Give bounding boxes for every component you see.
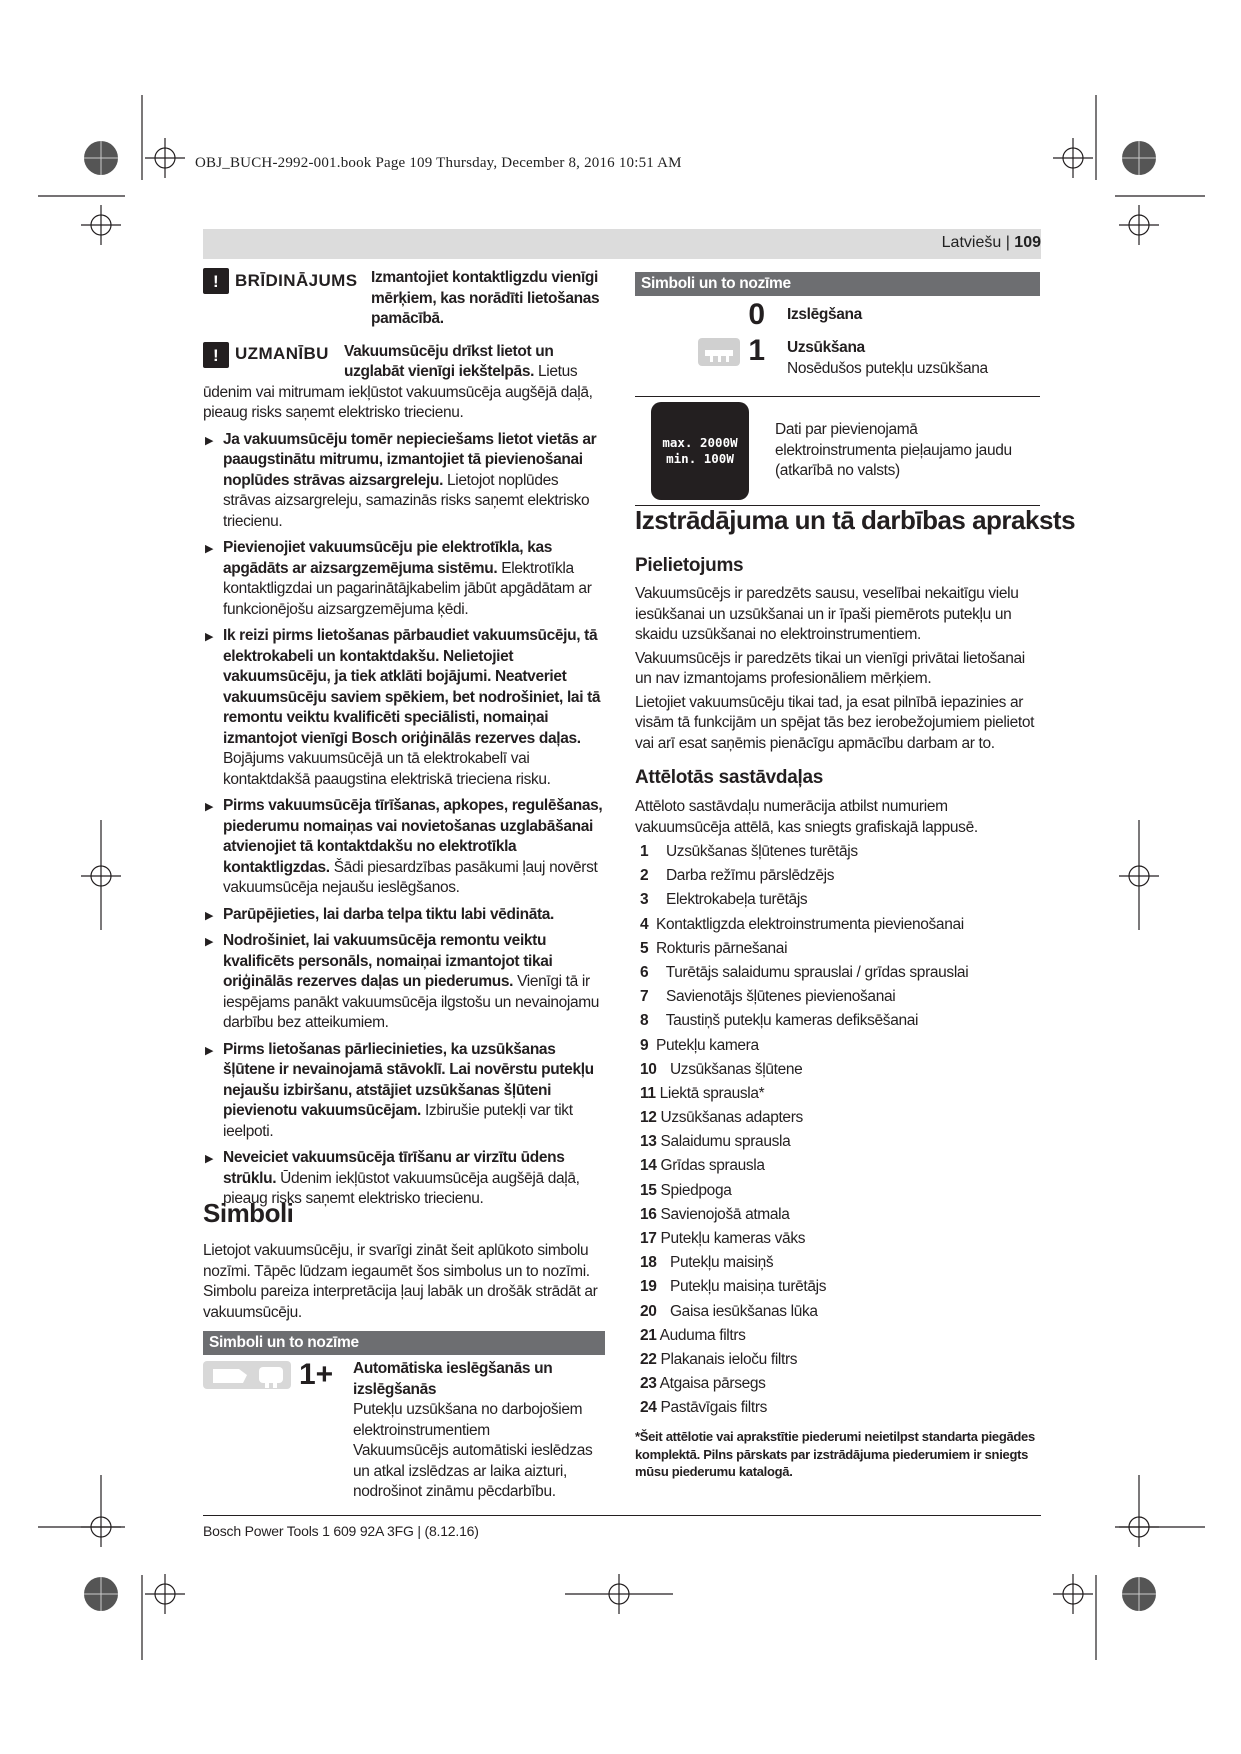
bullet-item: ▶ Nodrošiniet, lai vakuumsūcēja remontu veiktu kvalificēts personāls, nomaiņai izmantojot tikai oriģinālās rezerves daļas un piederumus. Vienīgi tā ir iespējams panākt vakuumsūcēja ilgstošu un nevainojamu darbību bez atteikumiem.	[203, 931, 605, 1034]
safety-bullets	[203, 430, 605, 1210]
auto-description: Automātiska ieslēgšanās un izslēgšanās Putekļu uzsūkšana no darbojošiem elektroinstrumentiem Vakuumsūcējs automātiski ieslēdzas un atkal izslēdzas ar laika aizturi, nodrošinot zināmu pēcdarbību.	[353, 1360, 593, 1500]
right-table-header: Simboli un to nozīme	[635, 272, 1040, 296]
auto-row	[203, 1359, 605, 1503]
list-item: 12 Uzsūkšanas adapters	[640, 1109, 803, 1127]
list-item: 22 Plakanais ieloču filtrs	[640, 1350, 798, 1368]
footnote: *Šeit attēlotie vai aprakstītie piederumi neietilpst standarta piegādes komplektā. Pilns pārskats par izstrādājuma piederumiem ir sniegts mūsu piederumu katalogā.	[635, 1429, 1035, 1479]
bullet-item: ▶ Neveiciet vakuumsūcēja tīrīšanu ar virzītu ūdens strūklu. Ūdenim iekļūstot vakuumsūcēja augšējā daļā, pieaug risks saņemt elektrisko triecienu.	[203, 1148, 605, 1210]
caution-block	[203, 342, 605, 424]
list-item: 2 Darba režīmu pārslēdzējs	[640, 867, 835, 885]
list-item: 3 Elektrokabeļa turētājs	[640, 891, 808, 909]
parts-intro: Attēloto sastāvdaļu numerācija atbilst numuriem vakuumsūcēja attēlā, kas sniegts grafiskajā lappusē.	[635, 798, 978, 836]
list-item: 15 Spiedpoga	[640, 1181, 732, 1199]
list-item: 18 Putekļu maisiņš	[640, 1254, 774, 1272]
list-item: 23 Atgaisa pārsegs	[640, 1375, 766, 1393]
power-rating-icon: max. 2000W min. 100W	[651, 402, 749, 500]
list-item: 6 Turētājs salaidumu sprauslai / grīdas sprauslai	[640, 963, 969, 981]
page-language: Latviešu	[941, 234, 1002, 251]
caution-bold: Vakuumsūcēju drīkst lietot un uzglabāt vienīgi iekštelpās.	[344, 342, 554, 380]
list-item: 10 Uzsūkšanas šļūtene	[640, 1060, 803, 1078]
caution-label: ! UZMANĪBU	[203, 342, 338, 368]
symbol-row-power	[635, 397, 1040, 505]
section-title: Izstrādājuma un tā darbības apraksts	[635, 505, 1076, 535]
list-item: 1 Uzsūkšanas šļūtenes turētājs	[640, 843, 858, 860]
list-item: 4 Kontaktligzda elektroinstrumenta pievienošanai	[640, 915, 964, 933]
list-item: 14 Grīdas sprausla	[640, 1157, 765, 1175]
list-item: 5 Rokturis pārnešanai	[640, 939, 788, 957]
list-item: 11 Liektā sprausla*	[640, 1084, 765, 1102]
bullet-item: ▶ Pirms vakuumsūcēja tīrīšanas, apkopes, regulēšanas, piederumu nomaiņas vai novietošanas uzglabāšanai atvienojiet tā kontaktdakšu no elektrotīkla kontaktligzdas. Šādi piesardzības pasākumi ļauj novērst vakuumsūcēja nejaušu ieslēgšanos.	[203, 796, 605, 899]
bullet-item: ▶ Pievienojiet vakuumsūcēju pie elektrotīkla, kas apgādāts ar aizsargzemējuma sistēmu. Elektrotīkla kontaktligzdai un pagarinātājkabelim jābūt apgādātam ar funkcionējošu aizsargzemējuma ķēdi.	[203, 538, 605, 620]
suction-icon	[698, 336, 740, 366]
footer-rule	[203, 1515, 1041, 1516]
simboli-title: Simboli	[203, 1198, 294, 1228]
warning-icon: !	[203, 268, 229, 294]
list-item: 24 Pastāvīgais filtrs	[640, 1399, 768, 1417]
caution-text: Lietus ūdenim vai mitrumam iekļūstot vakuumsūcēja augšējā daļā, pieaug risks saņemt elektrisko triecienu.	[203, 363, 593, 421]
list-item: 8 Taustiņš putekļu kameras defiksēšanai	[640, 1012, 919, 1030]
left-table-header: Simboli un to nozīme	[203, 1331, 605, 1355]
list-item: 13 Salaidumu sprausla	[640, 1133, 791, 1151]
usage-title: Pielietojums	[635, 555, 744, 576]
print-header: OBJ_BUCH-2992-001.book Page 109 Thursday, December 8, 2016 10:51 AM	[195, 155, 682, 171]
page-number: 109	[1014, 234, 1041, 251]
power-rating-text: Dati par pievienojamā elektroinstrumenta pieļaujamo jaudu (atkarībā no valsts)	[775, 421, 1012, 480]
parts-list	[640, 840, 1040, 1421]
plug-tool-icon	[203, 1359, 293, 1391]
list-item: 20 Gaisa iesūkšanas lūka	[640, 1302, 818, 1320]
list-item: 7 Savienotājs šļūtenes pievienošanai	[640, 988, 896, 1006]
usage-text: Vakuumsūcējs ir paredzēts sausu, veselībai nekaitīgu vielu iesūkšanai un uzsūkšanai un ir īpaši piemērots putekļu un skaidu uzsūkšanai no elektroinstrumentiem. Vakuumsūcējs ir paredzēts tikai un vienīgi privātai lietošanai un nav izmantojams profesionāliem mērķiem. Lietojiet vakuumsūcēju tikai tad, ja esat pilnībā iepazinies ar visām tā funkcijām un spējat tās bez ierobežojumiem pielietot vai arī esat saņēmis pienācīgu apmācību darbam ar to.	[635, 585, 1035, 752]
bullet-item: ▶ Ik reizi pirms lietošanas pārbaudiet vakuumsūcēju, tā elektrokabeli un kontaktdakšu. Nelietojiet vakuumsūcēju, ja tiek atklāti bojājumi. Neatveriet vakuumsūcēju saviem spēkiem, bet nodrošiniet, lai tā remontu veiktu kvalificēti speciālisti, nomaiņai izmantojot vienīgi Bosch oriģinālās rezerves daļas. Bojājums vakuumsūcējā un tā elektrokabelī vai kontaktdakšā paaugstina elektriskā trieciena risku.	[203, 626, 605, 790]
symbol-suction: 1	[635, 334, 777, 368]
page-separator: |	[1005, 234, 1010, 251]
bullet-item: ▶ Parūpējieties, lai darba telpa tiktu labi vēdināta.	[203, 905, 605, 926]
symbol-off: 0	[748, 298, 765, 331]
list-item: 21 Auduma filtrs	[640, 1326, 746, 1344]
warning-block	[203, 268, 605, 330]
right-symbol-table	[635, 272, 1040, 506]
parts-title: Attēlotās sastāvdaļas	[635, 767, 824, 788]
warning-label: ! BRĪDINĀJUMS	[203, 268, 363, 294]
list-item: 16 Savienojošā atmala	[640, 1205, 790, 1223]
left-column	[203, 268, 605, 1210]
caution-icon: !	[203, 342, 229, 368]
left-symbol-table	[203, 1331, 605, 1503]
symbol-row-off: 0 Izslēgšana	[635, 296, 1040, 334]
auto-symbol: 1+	[203, 1359, 353, 1503]
bullet-item: ▶ Ja vakuumsūcēju tomēr nepieciešams lietot vietās ar paaugstinātu mitrumu, izmantojiet tā pievienošanai noplūdes strāvas aizsargreleju. Lietojot noplūdes strāvas aizsargreleju, samazinās risks saņemt elektrisko triecienu.	[203, 430, 605, 533]
footer: Bosch Power Tools 1 609 92A 3FG | (8.12.16)	[203, 1523, 479, 1539]
list-item: 17 Putekļu kameras vāks	[640, 1230, 806, 1247]
simboli-text: Lietojot vakuumsūcēju, ir svarīgi zināt šeit aplūkoto simbolu nozīmi. Tāpēc lūdzam iegaumēt šos simbolus un to nozīmi. Simbolu pareiza interpretācija ļauj labāk un drošāk strādāt ar vakuumsūcēju.	[203, 1242, 598, 1321]
header-band	[203, 229, 1041, 259]
page-info	[942, 234, 1041, 252]
list-item: 9 Putekļu kamera	[640, 1036, 759, 1054]
warning-text: Izmantojiet kontaktligzdu vienīgi mērķiem, kas norādīti lietošanas pamācībā.	[371, 269, 600, 327]
bullet-item: ▶ Pirms lietošanas pārliecinieties, ka uzsūkšanas šļūtene ir nevainojamā stāvoklī. Lai novērstu putekļu nejaušu izbiršanu, atstājiet uzsūkšanas šļūteni pievienotu vakuumsūcējam. Izbirušie putekļi var tikt ieelpoti.	[203, 1040, 605, 1143]
symbol-row-suction: 1 Uzsūkšana Nosēdušos putekļu uzsūkšana	[635, 334, 1040, 384]
list-item: 19 Putekļu maisiņa turētājs	[640, 1278, 827, 1296]
